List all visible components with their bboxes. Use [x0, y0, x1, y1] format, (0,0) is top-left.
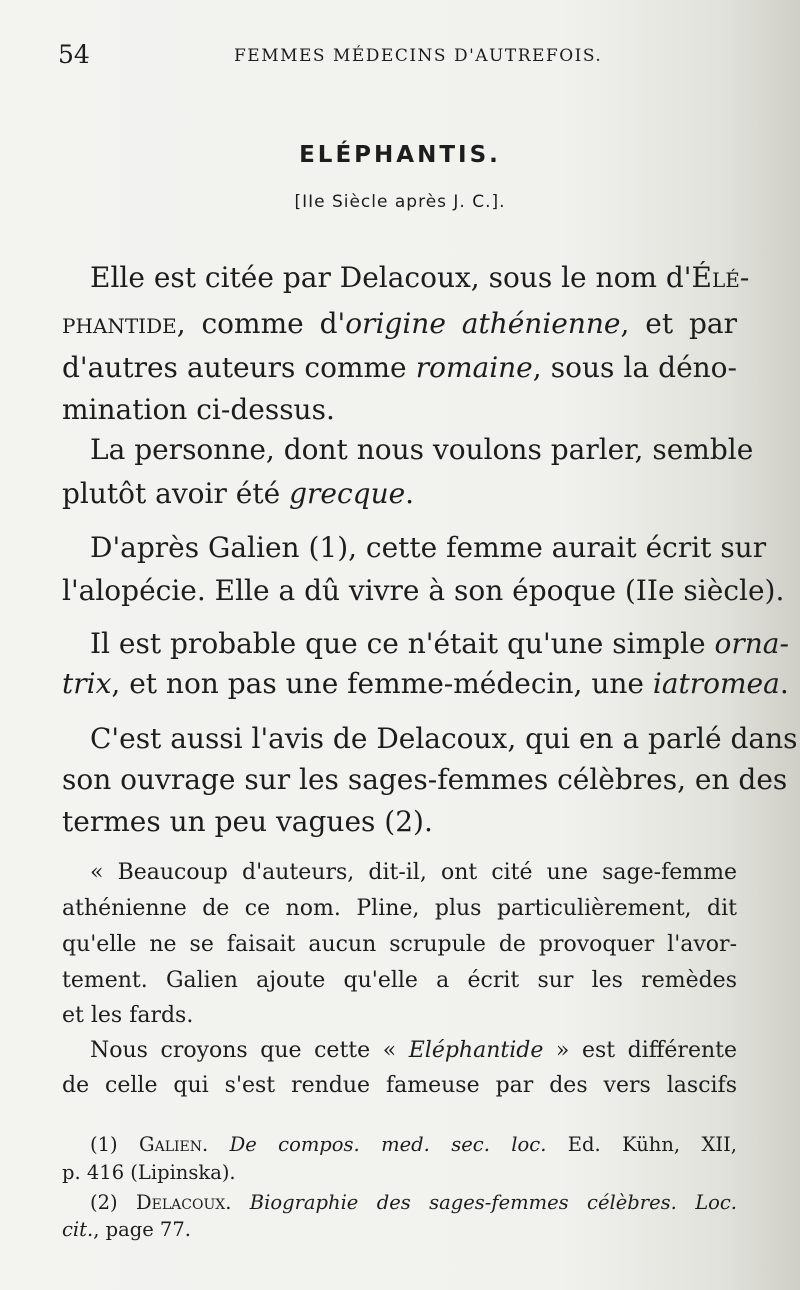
text-span: . — [779, 667, 789, 700]
text-span: C'est aussi l'avis de Delacoux, qui en a parlé dans — [90, 722, 798, 755]
text-span: Ed. Kühn, XII, — [546, 1133, 737, 1156]
text-span: trix — [62, 667, 112, 700]
text-span: athénienne de ce nom. Pline, plus particulièrement, dit — [62, 896, 737, 921]
text-line — [62, 574, 785, 607]
quote-line — [62, 862, 737, 884]
text-line — [62, 351, 737, 384]
text-line — [62, 477, 737, 510]
text-line — [62, 307, 737, 340]
text-line: mination ci-dessus. — [62, 393, 335, 426]
text-span: son ouvrage sur les sages-femmes célèbres, en des — [62, 763, 788, 796]
footnote-1-cont: p. 416 (Lipinska). — [62, 1161, 236, 1184]
text-span: d'autres auteurs comme — [62, 351, 416, 384]
text-line — [62, 627, 789, 660]
page-number: 54 — [58, 40, 90, 69]
page-header — [58, 40, 748, 70]
text-span: Biographie des sages-femmes célèbres. Loc. — [249, 1191, 737, 1214]
text-span: » est différente — [543, 1038, 737, 1063]
text-span: romaine — [415, 351, 533, 384]
text-span: Delacoux — [136, 1191, 226, 1214]
text-span: Élé- — [691, 261, 750, 294]
text-span: , et par — [620, 307, 737, 340]
text-span: . — [405, 477, 415, 510]
running-title: FEMMES MÉDECINS D'AUTREFOIS. — [234, 46, 603, 66]
text-span: de celle qui s'est rendue fameuse par des vers lascifs — [62, 1073, 737, 1098]
quote-line — [62, 970, 737, 992]
text-line — [62, 722, 798, 755]
text-span: phantide — [62, 307, 177, 340]
footnote-1 — [62, 1135, 737, 1155]
text-span: tement. Galien ajoute qu'elle a écrit sur les remèdes — [62, 968, 737, 993]
quote-line — [62, 898, 737, 920]
text-span: , comme d' — [176, 307, 346, 340]
text-span: origine athénienne — [345, 307, 621, 340]
text-span: « Beaucoup d'auteurs, dit-il, ont cité une sage-femme — [90, 860, 737, 885]
quote-line — [62, 1075, 737, 1097]
text-span: Eléphantide — [408, 1038, 544, 1063]
text-span: . — [202, 1133, 230, 1156]
text-span: l'alopécie. Elle a dû vivre à son époque (IIe siècle). — [62, 574, 785, 607]
text-span: Elle est citée par Delacoux, sous le nom d' — [90, 261, 692, 294]
text-line — [62, 667, 789, 700]
text-span: (2) — [90, 1191, 136, 1214]
quote-line: et les fards. — [62, 1003, 194, 1028]
text-span: iatromea — [652, 667, 780, 700]
text-span: , sous la déno- — [532, 351, 737, 384]
text-line — [62, 531, 767, 564]
text-line — [62, 763, 788, 796]
text-span: , et non pas une femme-médecin, une — [111, 667, 653, 700]
chapter-subtitle: [IIe Siècle après J. C.]. — [294, 192, 506, 212]
text-span: grecque — [289, 477, 406, 510]
text-span: La personne, dont nous voulons parler, semble — [90, 433, 754, 466]
quote-line — [62, 934, 737, 956]
text-span: . — [225, 1191, 250, 1214]
quote-line — [62, 1040, 737, 1062]
text-span: , page 77. — [93, 1218, 191, 1241]
footnote-2 — [62, 1193, 737, 1213]
text-line — [62, 433, 754, 466]
text-span: orna- — [714, 627, 789, 660]
text-span: Il est probable que ce n'était qu'une simple — [90, 627, 715, 660]
text-line — [62, 261, 750, 294]
footnote-2-cont — [62, 1220, 737, 1240]
text-span: D'après Galien (1), cette femme aurait écrit sur — [90, 531, 767, 564]
chapter-title: ELÉPHANTIS. — [299, 142, 501, 168]
text-span: De compos. med. sec. loc. — [229, 1133, 547, 1156]
text-span: qu'elle ne se faisait aucun scrupule de provoquer l'avor- — [62, 932, 737, 957]
text-span: Nous croyons que cette « — [90, 1038, 409, 1063]
text-span: plutôt avoir été — [62, 477, 290, 510]
text-span: cit. — [62, 1218, 94, 1241]
text-line: termes un peu vagues (2). — [62, 805, 433, 838]
text-span: Galien — [139, 1133, 202, 1156]
text-span: (1) — [90, 1133, 140, 1156]
